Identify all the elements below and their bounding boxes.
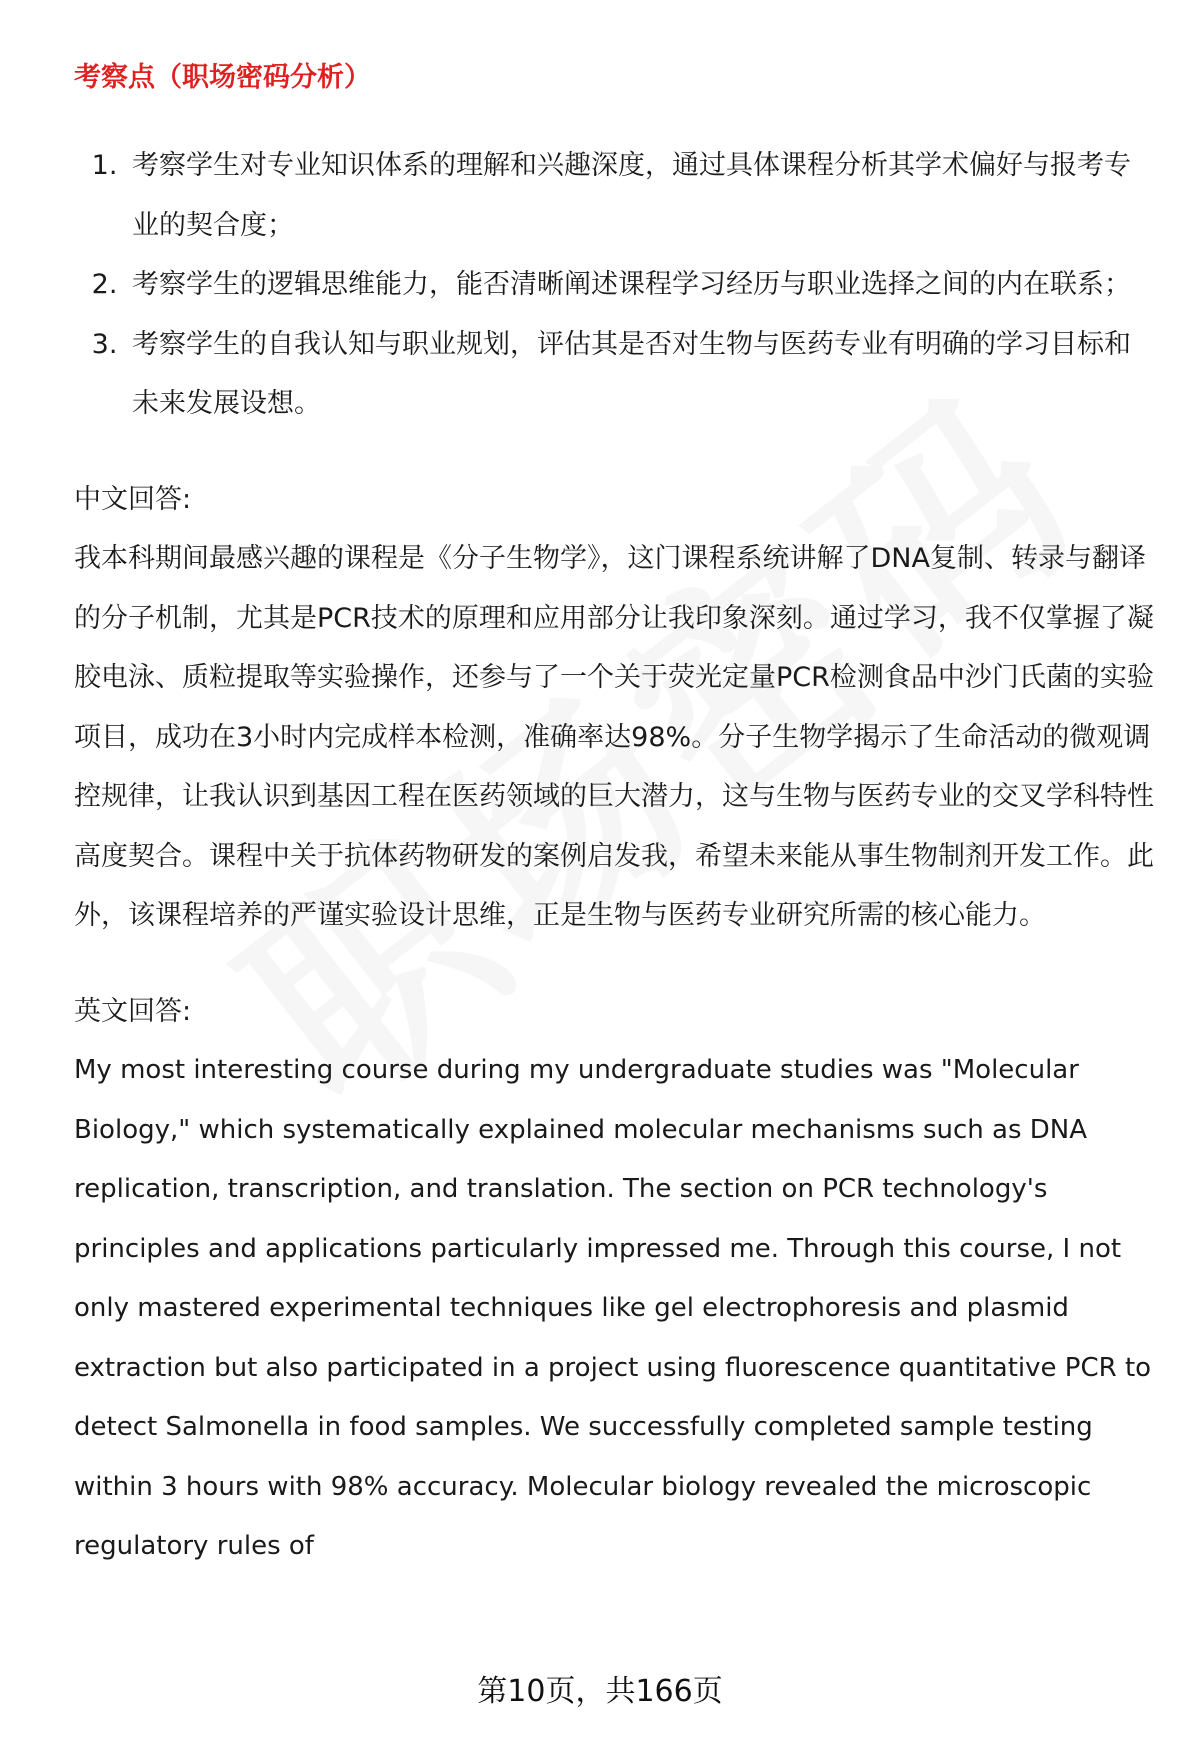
list-item: 1. 考察学生对专业知识体系的理解和兴趣深度，通过具体课程分析其学术偏好与报考专业的契合度；: [126, 136, 1154, 255]
english-answer-label: 英文回答:: [74, 995, 192, 1027]
chinese-answer-body: 我本科期间最感兴趣的课程是《分子生物学》，这门课程系统讲解了DNA复制、转录与翻译的分子机制，尤其是PCR技术的原理和应用部分让我印象深刻。通过学习，我不仅掌握了凝胶电泳、质粒提取等实验操作，还参与了一个关于荧光定量PCR检测食品中沙门氏菌的实验项目，成功在3小时内完成样本检测，准确率达98%。分子生物学揭示了生命活动的微观调控规律，让我认识到基因工程在医药领域的巨大潜力，这与生物与医药专业的交叉学科特性高度契合。课程中关于抗体药物研发的案例启发我，希望未来能从事生物制剂开发工作。此外，该课程培养的严谨实验设计思维，正是生物与医药专业研究所需的核心能力。: [74, 543, 1154, 931]
section-heading: 考察点（职场密码分析）: [74, 62, 371, 93]
page-content: [74, 58, 1154, 1577]
assessment-points-list: [74, 136, 1154, 434]
list-item: 2. 考察学生的逻辑思维能力，能否清晰阐述课程学习经历与职业选择之间的内在联系；: [126, 255, 1154, 315]
page-number-footer: 第10页，共166页: [477, 1674, 723, 1709]
chinese-answer-label: 中文回答:: [74, 483, 192, 515]
english-answer-body: My most interesting course during my undergraduate studies was "Molecular Biology," which systematically explained molecular mechanisms such as DNA replication, transcription, and translation. The section on PCR technology's principles and applications particularly impressed me. Through this course, I not only mastered experimental techniques like gel electrophoresis and plasmid extraction but also participated in a project using fluorescence quantitative PCR to detect Salmonella in food samples. We successfully completed sample testing within 3 hours with 98% accuracy. Molecular biology revealed the microscopic regulatory rules of: [74, 1055, 1152, 1561]
list-item: 3. 考察学生的自我认知与职业规划，评估其是否对生物与医药专业有明确的学习目标和未来发展设想。: [126, 315, 1154, 434]
